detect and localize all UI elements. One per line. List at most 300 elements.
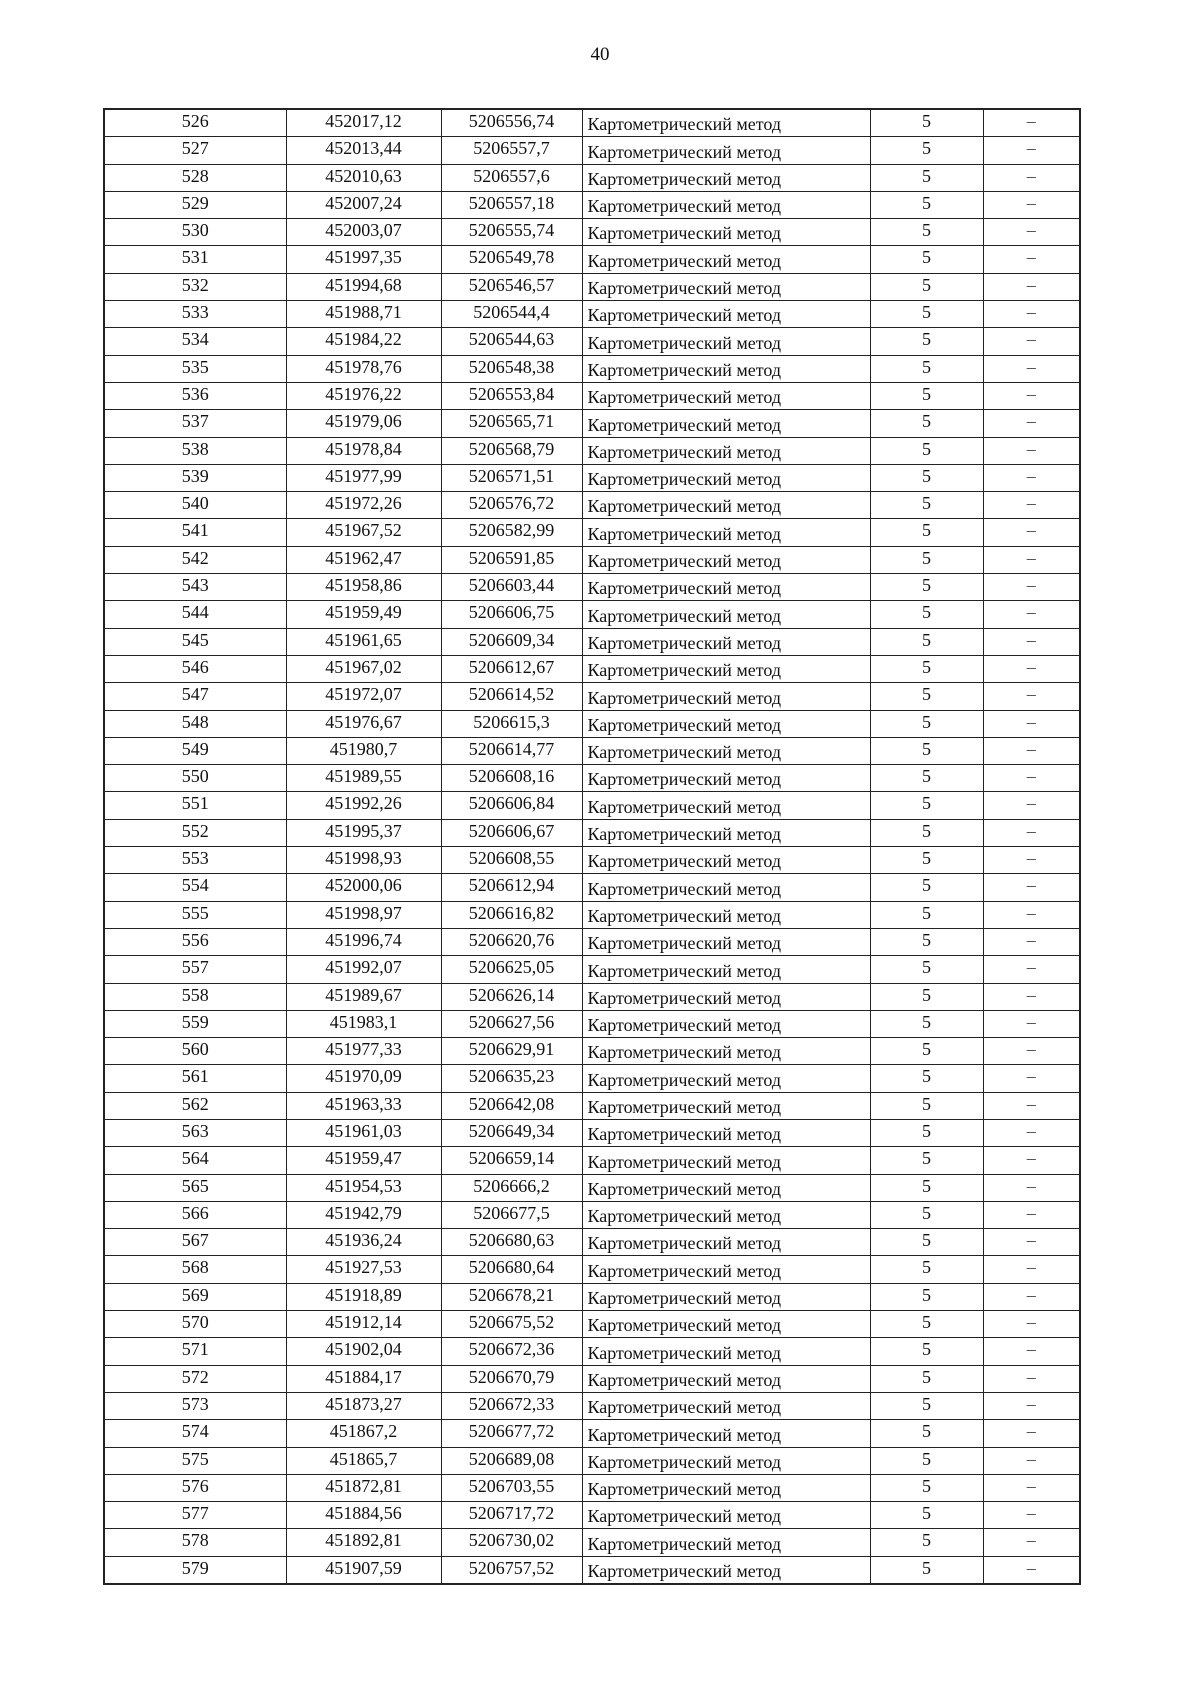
y-coordinate-cell: 5206576,72 (441, 492, 582, 519)
point-number-cell: 527 (104, 137, 286, 164)
x-coordinate-cell: 451996,74 (286, 928, 441, 955)
point-number-cell: 570 (104, 1311, 286, 1338)
accuracy-cell: 5 (870, 928, 983, 955)
x-coordinate-cell: 451884,56 (286, 1502, 441, 1529)
point-number-cell: 563 (104, 1119, 286, 1146)
note-cell: – (983, 1365, 1080, 1392)
table-row (104, 219, 1080, 246)
accuracy-cell: 5 (870, 355, 983, 382)
x-coordinate-cell: 451995,37 (286, 819, 441, 846)
table-row (104, 328, 1080, 355)
method-cell: Картометрический метод (582, 1092, 870, 1119)
accuracy-cell: 5 (870, 628, 983, 655)
table-row (104, 1038, 1080, 1065)
note-cell: – (983, 601, 1080, 628)
method-cell: Картометрический метод (582, 1119, 870, 1146)
y-coordinate-cell: 5206620,76 (441, 928, 582, 955)
table-row (104, 109, 1080, 137)
note-cell: – (983, 219, 1080, 246)
x-coordinate-cell: 451984,22 (286, 328, 441, 355)
x-coordinate-cell: 451994,68 (286, 273, 441, 300)
x-coordinate-cell: 451867,2 (286, 1420, 441, 1447)
method-cell: Картометрический метод (582, 1201, 870, 1228)
method-cell: Картометрический метод (582, 519, 870, 546)
y-coordinate-cell: 5206612,67 (441, 655, 582, 682)
accuracy-cell: 5 (870, 1065, 983, 1092)
table-row (104, 492, 1080, 519)
y-coordinate-cell: 5206642,08 (441, 1092, 582, 1119)
point-number-cell: 554 (104, 874, 286, 901)
method-cell: Картометрический метод (582, 137, 870, 164)
table-row (104, 1201, 1080, 1228)
note-cell: – (983, 1201, 1080, 1228)
x-coordinate-cell: 451989,67 (286, 983, 441, 1010)
method-cell: Картометрический метод (582, 819, 870, 846)
point-number-cell: 551 (104, 792, 286, 819)
table-row (104, 710, 1080, 737)
x-coordinate-cell: 451959,49 (286, 601, 441, 628)
method-cell: Картометрический метод (582, 546, 870, 573)
method-cell: Картометрический метод (582, 1038, 870, 1065)
table-row (104, 382, 1080, 409)
y-coordinate-cell: 5206571,51 (441, 464, 582, 491)
note-cell: – (983, 928, 1080, 955)
table-row (104, 1447, 1080, 1474)
x-coordinate-cell: 451978,84 (286, 437, 441, 464)
method-cell: Картометрический метод (582, 1338, 870, 1365)
accuracy-cell: 5 (870, 847, 983, 874)
x-coordinate-cell: 451997,35 (286, 246, 441, 273)
note-cell: – (983, 273, 1080, 300)
point-number-cell: 552 (104, 819, 286, 846)
method-cell: Картометрический метод (582, 928, 870, 955)
note-cell: – (983, 410, 1080, 437)
point-number-cell: 565 (104, 1174, 286, 1201)
y-coordinate-cell: 5206670,79 (441, 1365, 582, 1392)
method-cell: Картометрический метод (582, 1420, 870, 1447)
note-cell: – (983, 628, 1080, 655)
accuracy-cell: 5 (870, 1283, 983, 1310)
note-cell: – (983, 191, 1080, 218)
table-row (104, 410, 1080, 437)
table-row (104, 737, 1080, 764)
y-coordinate-cell: 5206635,23 (441, 1065, 582, 1092)
note-cell: – (983, 765, 1080, 792)
table-row (104, 1119, 1080, 1146)
accuracy-cell: 5 (870, 574, 983, 601)
point-number-cell: 541 (104, 519, 286, 546)
note-cell: – (983, 819, 1080, 846)
y-coordinate-cell: 5206703,55 (441, 1474, 582, 1501)
accuracy-cell: 5 (870, 655, 983, 682)
table-row (104, 765, 1080, 792)
point-number-cell: 530 (104, 219, 286, 246)
note-cell: – (983, 1010, 1080, 1037)
note-cell: – (983, 109, 1080, 137)
note-cell: – (983, 1174, 1080, 1201)
x-coordinate-cell: 451927,53 (286, 1256, 441, 1283)
x-coordinate-cell: 451912,14 (286, 1311, 441, 1338)
table-row (104, 1174, 1080, 1201)
note-cell: – (983, 874, 1080, 901)
point-number-cell: 529 (104, 191, 286, 218)
table-row (104, 301, 1080, 328)
y-coordinate-cell: 5206553,84 (441, 382, 582, 409)
note-cell: – (983, 246, 1080, 273)
y-coordinate-cell: 5206568,79 (441, 437, 582, 464)
y-coordinate-cell: 5206659,14 (441, 1147, 582, 1174)
accuracy-cell: 5 (870, 819, 983, 846)
note-cell: – (983, 901, 1080, 928)
method-cell: Картометрический метод (582, 1392, 870, 1419)
y-coordinate-cell: 5206629,91 (441, 1038, 582, 1065)
accuracy-cell: 5 (870, 492, 983, 519)
x-coordinate-cell: 451983,1 (286, 1010, 441, 1037)
method-cell: Картометрический метод (582, 737, 870, 764)
x-coordinate-cell: 451961,65 (286, 628, 441, 655)
y-coordinate-cell: 5206675,52 (441, 1311, 582, 1338)
point-number-cell: 555 (104, 901, 286, 928)
point-number-cell: 545 (104, 628, 286, 655)
accuracy-cell: 5 (870, 737, 983, 764)
note-cell: – (983, 1420, 1080, 1447)
method-cell: Картометрический метод (582, 1147, 870, 1174)
accuracy-cell: 5 (870, 1256, 983, 1283)
y-coordinate-cell: 5206614,52 (441, 683, 582, 710)
table-row (104, 1338, 1080, 1365)
accuracy-cell: 5 (870, 1311, 983, 1338)
x-coordinate-cell: 451977,99 (286, 464, 441, 491)
x-coordinate-cell: 451942,79 (286, 1201, 441, 1228)
point-number-cell: 526 (104, 109, 286, 137)
y-coordinate-cell: 5206557,18 (441, 191, 582, 218)
y-coordinate-cell: 5206680,64 (441, 1256, 582, 1283)
table-row (104, 1092, 1080, 1119)
note-cell: – (983, 710, 1080, 737)
point-number-cell: 547 (104, 683, 286, 710)
page-number: 40 (590, 44, 610, 65)
y-coordinate-cell: 5206582,99 (441, 519, 582, 546)
x-coordinate-cell: 451978,76 (286, 355, 441, 382)
point-number-cell: 559 (104, 1010, 286, 1037)
accuracy-cell: 5 (870, 1474, 983, 1501)
point-number-cell: 549 (104, 737, 286, 764)
accuracy-cell: 5 (870, 137, 983, 164)
accuracy-cell: 5 (870, 1529, 983, 1556)
method-cell: Картометрический метод (582, 628, 870, 655)
table-row (104, 1147, 1080, 1174)
accuracy-cell: 5 (870, 601, 983, 628)
table-row (104, 355, 1080, 382)
x-coordinate-cell: 451961,03 (286, 1119, 441, 1146)
point-number-cell: 573 (104, 1392, 286, 1419)
x-coordinate-cell: 451918,89 (286, 1283, 441, 1310)
y-coordinate-cell: 5206612,94 (441, 874, 582, 901)
accuracy-cell: 5 (870, 410, 983, 437)
point-number-cell: 562 (104, 1092, 286, 1119)
accuracy-cell: 5 (870, 1119, 983, 1146)
point-number-cell: 572 (104, 1365, 286, 1392)
x-coordinate-cell: 452013,44 (286, 137, 441, 164)
note-cell: – (983, 1392, 1080, 1419)
y-coordinate-cell: 5206757,52 (441, 1556, 582, 1584)
table-row (104, 683, 1080, 710)
point-number-cell: 561 (104, 1065, 286, 1092)
table-row (104, 1556, 1080, 1584)
x-coordinate-cell: 451980,7 (286, 737, 441, 764)
point-number-cell: 577 (104, 1502, 286, 1529)
point-number-cell: 579 (104, 1556, 286, 1584)
x-coordinate-cell: 451958,86 (286, 574, 441, 601)
x-coordinate-cell: 451992,26 (286, 792, 441, 819)
point-number-cell: 567 (104, 1229, 286, 1256)
method-cell: Картометрический метод (582, 492, 870, 519)
point-number-cell: 548 (104, 710, 286, 737)
table-row (104, 273, 1080, 300)
method-cell: Картометрический метод (582, 355, 870, 382)
x-coordinate-cell: 451873,27 (286, 1392, 441, 1419)
x-coordinate-cell: 451959,47 (286, 1147, 441, 1174)
note-cell: – (983, 1229, 1080, 1256)
note-cell: – (983, 519, 1080, 546)
x-coordinate-cell: 451954,53 (286, 1174, 441, 1201)
y-coordinate-cell: 5206615,3 (441, 710, 582, 737)
table-row (104, 1311, 1080, 1338)
point-number-cell: 571 (104, 1338, 286, 1365)
note-cell: – (983, 1065, 1080, 1092)
y-coordinate-cell: 5206677,72 (441, 1420, 582, 1447)
accuracy-cell: 5 (870, 1147, 983, 1174)
point-number-cell: 539 (104, 464, 286, 491)
y-coordinate-cell: 5206549,78 (441, 246, 582, 273)
accuracy-cell: 5 (870, 1502, 983, 1529)
accuracy-cell: 5 (870, 710, 983, 737)
y-coordinate-cell: 5206606,84 (441, 792, 582, 819)
x-coordinate-cell: 452010,63 (286, 164, 441, 191)
method-cell: Картометрический метод (582, 710, 870, 737)
y-coordinate-cell: 5206680,63 (441, 1229, 582, 1256)
point-number-cell: 557 (104, 956, 286, 983)
accuracy-cell: 5 (870, 109, 983, 137)
note-cell: – (983, 164, 1080, 191)
x-coordinate-cell: 452003,07 (286, 219, 441, 246)
method-cell: Картометрический метод (582, 1365, 870, 1392)
note-cell: – (983, 1502, 1080, 1529)
method-cell: Картометрический метод (582, 219, 870, 246)
method-cell: Картометрический метод (582, 601, 870, 628)
note-cell: – (983, 328, 1080, 355)
table-row (104, 137, 1080, 164)
table-row (104, 1365, 1080, 1392)
x-coordinate-cell: 451976,22 (286, 382, 441, 409)
y-coordinate-cell: 5206591,85 (441, 546, 582, 573)
note-cell: – (983, 737, 1080, 764)
table-row (104, 519, 1080, 546)
method-cell: Картометрический метод (582, 765, 870, 792)
note-cell: – (983, 137, 1080, 164)
note-cell: – (983, 1283, 1080, 1310)
point-number-cell: 578 (104, 1529, 286, 1556)
method-cell: Картометрический метод (582, 683, 870, 710)
y-coordinate-cell: 5206548,38 (441, 355, 582, 382)
y-coordinate-cell: 5206606,67 (441, 819, 582, 846)
note-cell: – (983, 1338, 1080, 1365)
y-coordinate-cell: 5206677,5 (441, 1201, 582, 1228)
method-cell: Картометрический метод (582, 437, 870, 464)
y-coordinate-cell: 5206672,36 (441, 1338, 582, 1365)
note-cell: – (983, 792, 1080, 819)
method-cell: Картометрический метод (582, 1474, 870, 1501)
table-row (104, 874, 1080, 901)
point-number-cell: 553 (104, 847, 286, 874)
table-row (104, 601, 1080, 628)
note-cell: – (983, 1556, 1080, 1584)
x-coordinate-cell: 452000,06 (286, 874, 441, 901)
method-cell: Картометрический метод (582, 246, 870, 273)
note-cell: – (983, 1447, 1080, 1474)
coordinates-table (103, 108, 1081, 1585)
point-number-cell: 528 (104, 164, 286, 191)
method-cell: Картометрический метод (582, 574, 870, 601)
accuracy-cell: 5 (870, 246, 983, 273)
y-coordinate-cell: 5206625,05 (441, 956, 582, 983)
point-number-cell: 534 (104, 328, 286, 355)
x-coordinate-cell: 452007,24 (286, 191, 441, 218)
table-body (104, 109, 1080, 1584)
x-coordinate-cell: 451872,81 (286, 1474, 441, 1501)
y-coordinate-cell: 5206627,56 (441, 1010, 582, 1037)
method-cell: Картометрический метод (582, 1311, 870, 1338)
table-row (104, 1502, 1080, 1529)
accuracy-cell: 5 (870, 219, 983, 246)
accuracy-cell: 5 (870, 464, 983, 491)
note-cell: – (983, 1474, 1080, 1501)
note-cell: – (983, 1256, 1080, 1283)
table-row (104, 1065, 1080, 1092)
table-row (104, 928, 1080, 955)
point-number-cell: 556 (104, 928, 286, 955)
y-coordinate-cell: 5206608,55 (441, 847, 582, 874)
table-row (104, 1529, 1080, 1556)
y-coordinate-cell: 5206616,82 (441, 901, 582, 928)
y-coordinate-cell: 5206546,57 (441, 273, 582, 300)
point-number-cell: 531 (104, 246, 286, 273)
note-cell: – (983, 983, 1080, 1010)
accuracy-cell: 5 (870, 1392, 983, 1419)
method-cell: Картометрический метод (582, 956, 870, 983)
accuracy-cell: 5 (870, 1338, 983, 1365)
note-cell: – (983, 683, 1080, 710)
accuracy-cell: 5 (870, 382, 983, 409)
note-cell: – (983, 1119, 1080, 1146)
accuracy-cell: 5 (870, 1174, 983, 1201)
note-cell: – (983, 355, 1080, 382)
note-cell: – (983, 1038, 1080, 1065)
x-coordinate-cell: 451907,59 (286, 1556, 441, 1584)
method-cell: Картометрический метод (582, 901, 870, 928)
y-coordinate-cell: 5206565,71 (441, 410, 582, 437)
note-cell: – (983, 1311, 1080, 1338)
note-cell: – (983, 956, 1080, 983)
method-cell: Картометрический метод (582, 874, 870, 901)
accuracy-cell: 5 (870, 956, 983, 983)
y-coordinate-cell: 5206608,16 (441, 765, 582, 792)
note-cell: – (983, 546, 1080, 573)
method-cell: Картометрический метод (582, 1283, 870, 1310)
table-row (104, 246, 1080, 273)
method-cell: Картометрический метод (582, 1529, 870, 1556)
accuracy-cell: 5 (870, 792, 983, 819)
note-cell: – (983, 1529, 1080, 1556)
point-number-cell: 542 (104, 546, 286, 573)
table-row (104, 1392, 1080, 1419)
table-row (104, 792, 1080, 819)
accuracy-cell: 5 (870, 328, 983, 355)
point-number-cell: 544 (104, 601, 286, 628)
x-coordinate-cell: 451962,47 (286, 546, 441, 573)
table-row (104, 901, 1080, 928)
accuracy-cell: 5 (870, 164, 983, 191)
point-number-cell: 568 (104, 1256, 286, 1283)
x-coordinate-cell: 451977,33 (286, 1038, 441, 1065)
y-coordinate-cell: 5206666,2 (441, 1174, 582, 1201)
accuracy-cell: 5 (870, 901, 983, 928)
y-coordinate-cell: 5206649,34 (441, 1119, 582, 1146)
x-coordinate-cell: 451892,81 (286, 1529, 441, 1556)
point-number-cell: 538 (104, 437, 286, 464)
y-coordinate-cell: 5206609,34 (441, 628, 582, 655)
accuracy-cell: 5 (870, 546, 983, 573)
y-coordinate-cell: 5206678,21 (441, 1283, 582, 1310)
x-coordinate-cell: 451967,52 (286, 519, 441, 546)
method-cell: Картометрический метод (582, 1229, 870, 1256)
accuracy-cell: 5 (870, 437, 983, 464)
y-coordinate-cell: 5206603,44 (441, 574, 582, 601)
method-cell: Картометрический метод (582, 847, 870, 874)
method-cell: Картометрический метод (582, 301, 870, 328)
table-row (104, 819, 1080, 846)
point-number-cell: 566 (104, 1201, 286, 1228)
accuracy-cell: 5 (870, 301, 983, 328)
y-coordinate-cell: 5206557,7 (441, 137, 582, 164)
method-cell: Картометрический метод (582, 792, 870, 819)
y-coordinate-cell: 5206555,74 (441, 219, 582, 246)
accuracy-cell: 5 (870, 273, 983, 300)
accuracy-cell: 5 (870, 1092, 983, 1119)
x-coordinate-cell: 451967,02 (286, 655, 441, 682)
method-cell: Картометрический метод (582, 1502, 870, 1529)
method-cell: Картометрический метод (582, 655, 870, 682)
accuracy-cell: 5 (870, 519, 983, 546)
point-number-cell: 564 (104, 1147, 286, 1174)
accuracy-cell: 5 (870, 1201, 983, 1228)
point-number-cell: 569 (104, 1283, 286, 1310)
table-row (104, 1283, 1080, 1310)
note-cell: – (983, 382, 1080, 409)
table-row (104, 464, 1080, 491)
accuracy-cell: 5 (870, 1038, 983, 1065)
point-number-cell: 550 (104, 765, 286, 792)
note-cell: – (983, 301, 1080, 328)
method-cell: Картометрический метод (582, 410, 870, 437)
accuracy-cell: 5 (870, 765, 983, 792)
note-cell: – (983, 464, 1080, 491)
accuracy-cell: 5 (870, 1556, 983, 1584)
table-row (104, 983, 1080, 1010)
y-coordinate-cell: 5206556,74 (441, 109, 582, 137)
point-number-cell: 532 (104, 273, 286, 300)
table-row (104, 655, 1080, 682)
